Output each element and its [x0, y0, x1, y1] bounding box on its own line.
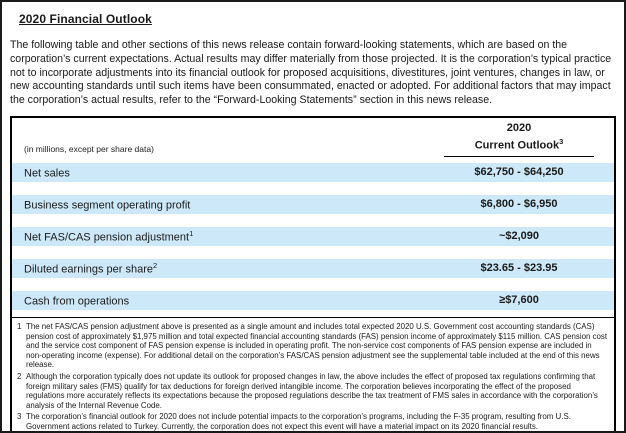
footnote-number: 3: [17, 412, 22, 422]
header-footnote-ref: 3: [559, 137, 564, 147]
intro-paragraph: The following table and other sections of this news release contain forward-looking statements, which are based on the corporation’s current expectations. Actual results may differ materially from those projected. It is the corporation’s typical practice not to incorporate adjustments into its financial outlook for proposed acquisitions, divestitures, joint ventures, changes in law, or new accounting standards until such items have been consummated, enacted or adopted. For additional factors that may impact the corporation’s actual results, refer to the “Forward-Looking Statements” section in this news release.: [10, 39, 612, 107]
row-footnote-ref: 2: [153, 261, 158, 271]
footnote-text: Although the corporation typically does not update its outlook for proposed changes in law, the above includes the effect of proposed tax regulations confirming that foreign military sales (FMS) qualify for tax deductions for foreign derived intangible income. The corporation believes incorporating the effect of the proposed regulations more accurately reflects its expectations because the proposed regulations describe the tax treatment of FMS sales in accordance with the corporation’s analysis of the Internal Revenue Code.: [26, 371, 598, 410]
table-row-net-sales: [12, 163, 614, 182]
table-row-cash-from-operations: [12, 291, 614, 310]
row-footnote-ref: 1: [189, 229, 194, 239]
row-value: $6,800 - $6,950: [480, 198, 558, 211]
row-value: ~$2,090: [498, 230, 540, 243]
table-header: [12, 118, 614, 157]
outlook-column-header: [444, 122, 594, 157]
row-label: Cash from operations: [24, 295, 130, 308]
header-year: 2020: [506, 122, 532, 135]
footnote-text: The corporation’s financial outlook for 2020 does not include potential impacts to the corporation’s programs, including the F-35 program, resulting from U.S. Government actions related to Turkey. Currently, the corporation does not expect this event will have a material impact on its 2020 financial results.: [26, 412, 571, 431]
row-value: $62,750 - $64,250: [474, 166, 564, 179]
page-title: 2020 Financial Outlook: [19, 12, 152, 26]
footnote-2: [15, 372, 609, 410]
footnote-number: 1: [17, 321, 22, 331]
header-label: Current Outlook$^3$: [474, 137, 564, 152]
table-row-business-segment-operating-profit: [12, 195, 614, 214]
row-label: Business segment operating profit: [24, 199, 191, 212]
row-value: ≥$7,600: [499, 294, 539, 307]
footnotes: [12, 318, 614, 433]
table-row-net-fas-cas-pension-adjustment: [12, 227, 614, 246]
table-rows: [12, 163, 614, 310]
footnote-text: The net FAS/CAS pension adjustment above is presented as a single amount and includes total expected 2020 U.S. Government cost accounting standards (CAS) pension cost of approximately $1,975 million and total expected financial accounting standards (FAS) pension income of approximately $115 million. CAS pension cost and the service cost component of FAS pension expense is included in operating profit. The non-service cost components of FAS pension expense are included in non-operating income (expense). For additional detail on the corporation’s FAS/CAS pension adjustment see the supplemental table included at the end of this news release.: [26, 321, 608, 370]
footnote-number: 2: [17, 371, 22, 381]
footnote-3: [15, 412, 609, 431]
row-value: $23.65 - $23.95: [480, 262, 558, 275]
table-row-diluted-earnings-per-share: [12, 259, 614, 278]
financial-outlook-table: [10, 116, 616, 433]
units-note: (in millions, except per share data): [24, 143, 154, 154]
footnote-1: [15, 322, 609, 370]
row-label: Net FAS/CAS pension adjustment$^1$: [24, 229, 194, 244]
row-label: Diluted earnings per share$^2$: [24, 261, 158, 276]
row-label: Net sales: [24, 167, 70, 180]
